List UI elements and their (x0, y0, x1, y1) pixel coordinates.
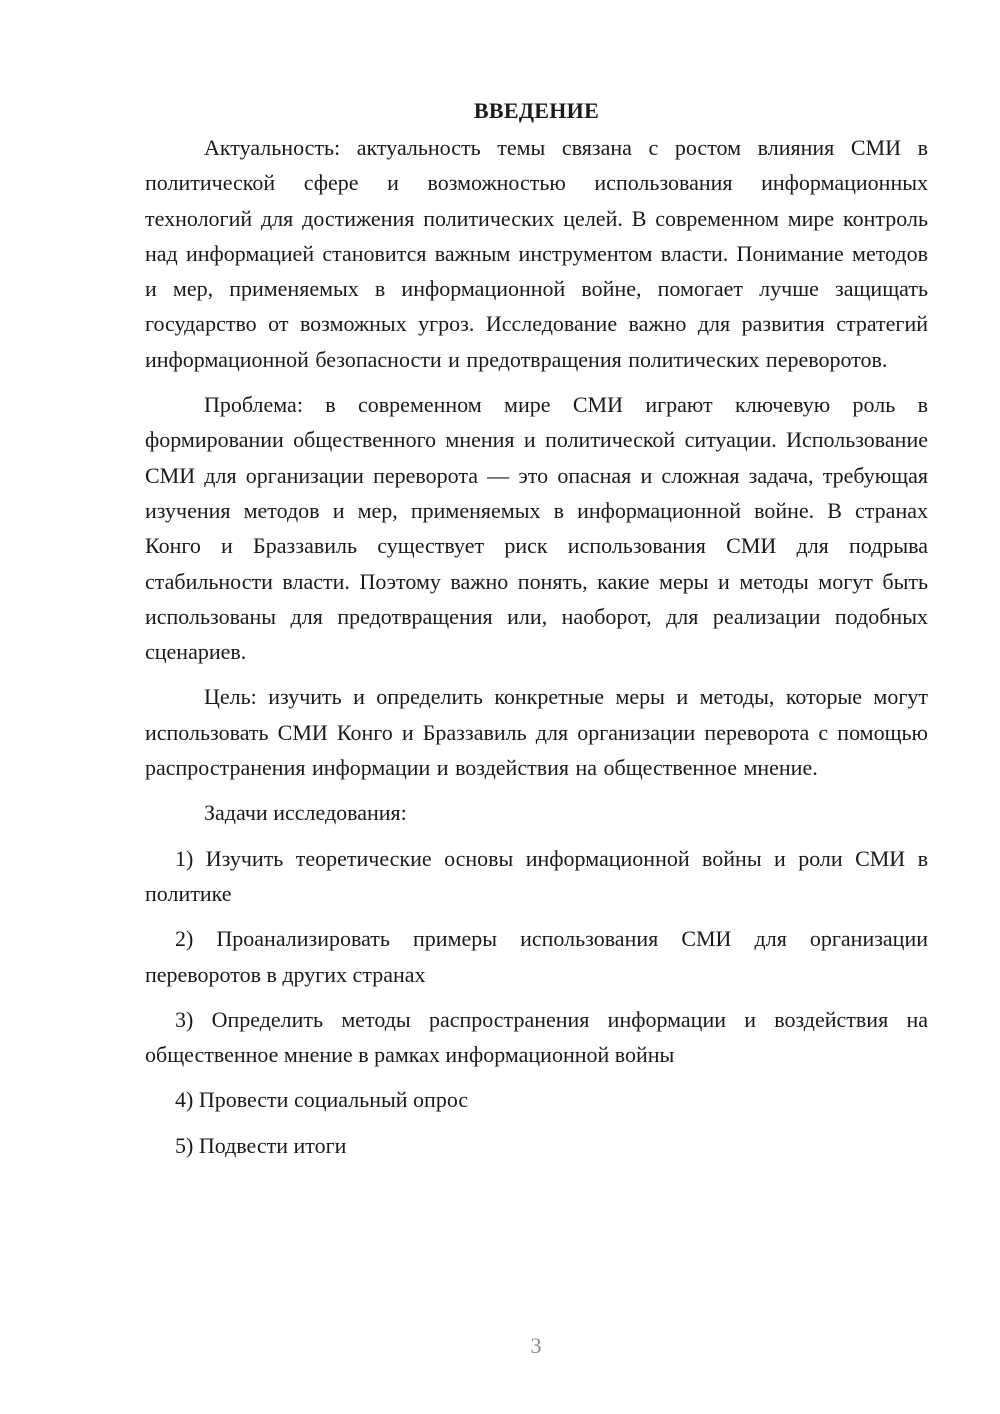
paragraph-relevance: Актуальность: актуальность темы связана с ростом влияния СМИ в политической сфере и возможностью использования информационных технологий для достижения политических целей. В современном мире контроль над информацией становится важным инструментом власти. Понимание методов и мер, применяемых в информационной войне, помогает лучше защищать государство от возможных угроз. Исследование важно для развития стратегий информационной безопасности и предотвращения политических переворотов. (145, 135, 928, 372)
task-item: 5) Подвести итоги (175, 1132, 347, 1158)
page-content (145, 93, 928, 1173)
task-item: 3) Определить методы распространения информации и воздействия на общественное мнение в рамках информационной войны (145, 1006, 928, 1068)
page-number: 3 (530, 1333, 542, 1358)
paragraph-problem: Проблема: в современном мире СМИ играют ключевую роль в формировании общественного мнения и политической ситуации. Использование СМИ для организации переворота — это опасная и сложная задача, требующая изучения методов и мер, применяемых в информационной войне. В странах Конго и Браззавиль существует риск использования СМИ для подрыва стабильности власти. Поэтому важно понять, какие меры и методы могут быть использованы для предотвращения или, наоборот, для реализации подобных сценариев. (145, 392, 928, 665)
section-title: ВВЕДЕНИЕ (473, 98, 600, 123)
task-item: 1) Изучить теоретические основы информационной войны и роли СМИ в политике (145, 845, 928, 906)
task-item: 2) Проанализировать примеры использования СМИ для организации переворотов в других странах (145, 926, 928, 987)
tasks-heading: Задачи исследования: (204, 800, 407, 826)
paragraph-goal: Цель: изучить и определить конкретные меры и методы, которые могут использовать СМИ Конго и Браззавиль для организации переворота с помощью распространения информации и воздействия на общественное мнение. (145, 684, 928, 781)
task-item: 4) Провести социальный опрос (175, 1087, 469, 1113)
